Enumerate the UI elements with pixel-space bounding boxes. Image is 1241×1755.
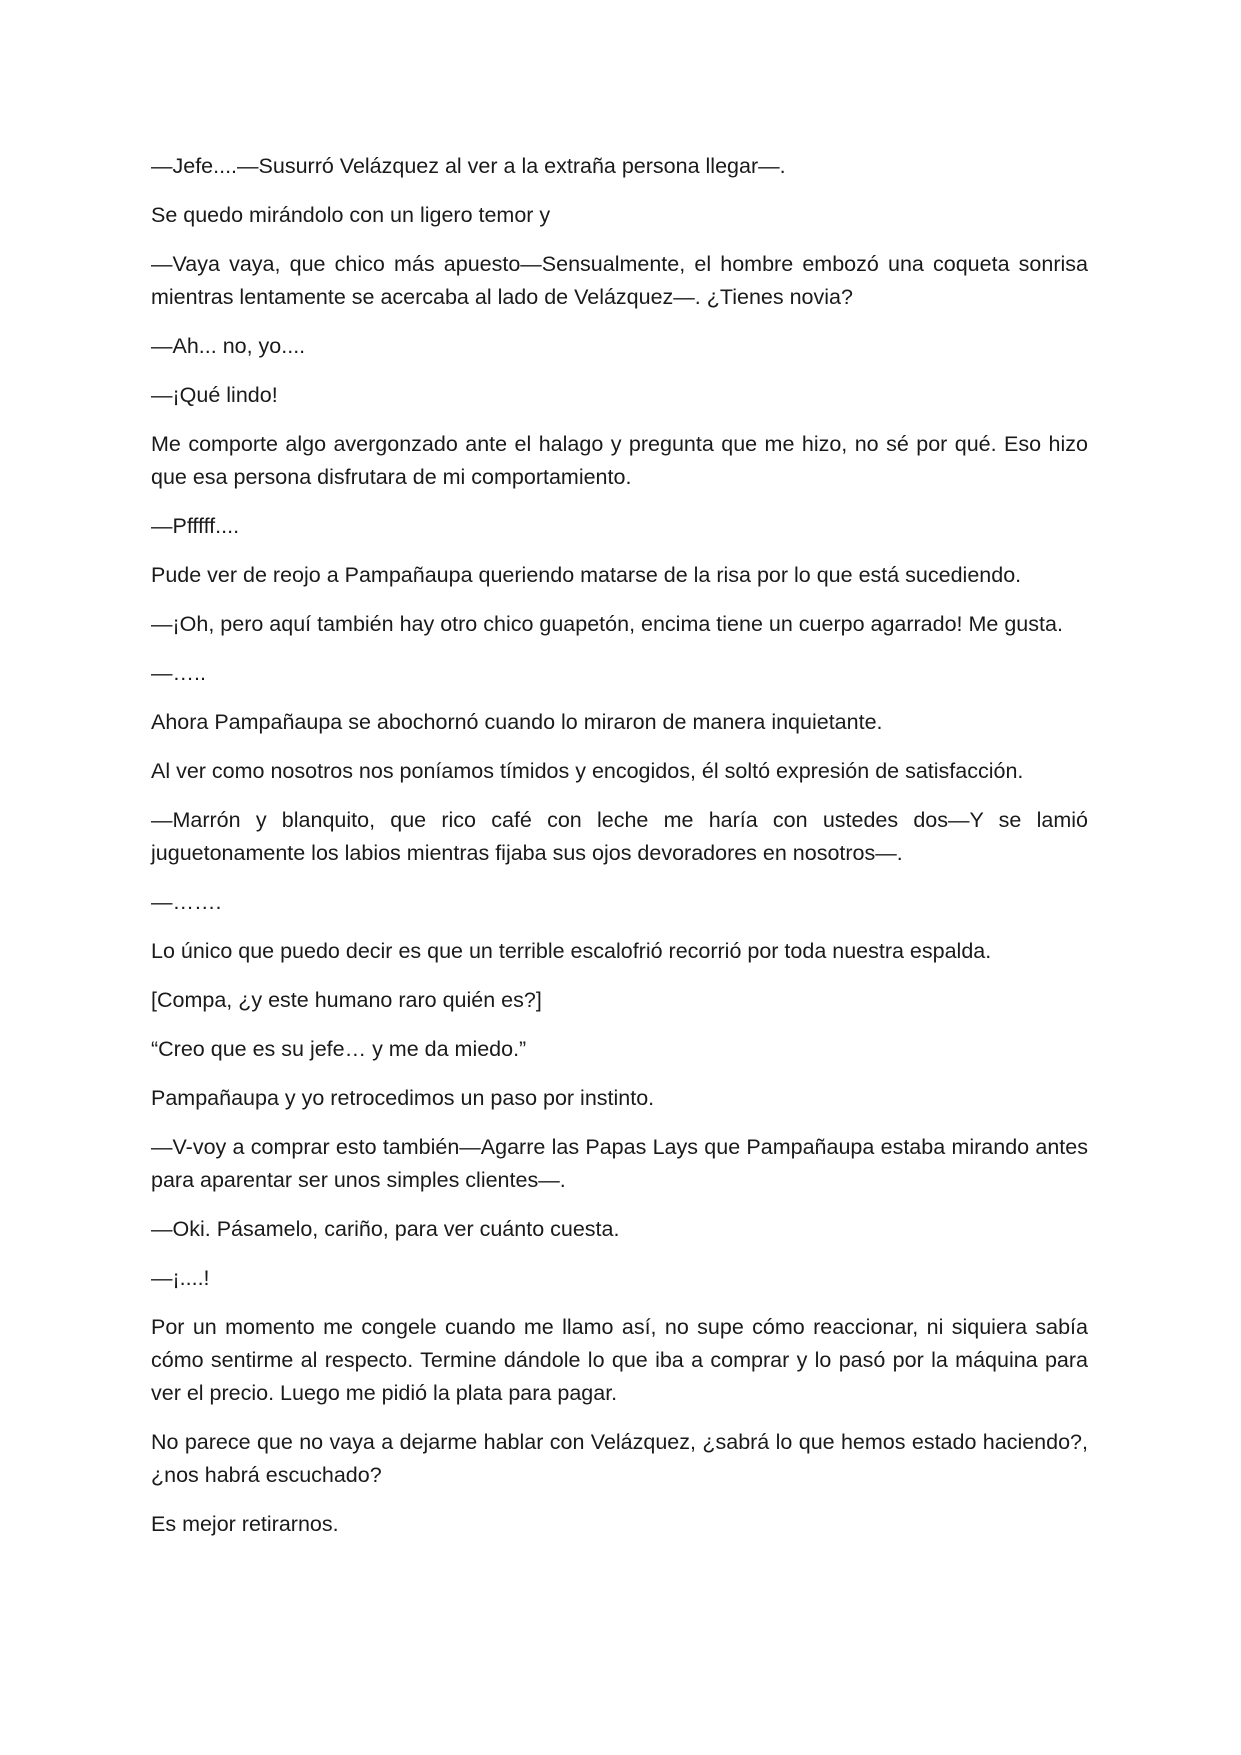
paragraph: —….. — [151, 661, 206, 685]
paragraph: Lo único que puedo decir es que un terrible escalofrió recorrió por toda nuestra espalda. — [151, 939, 992, 963]
paragraph: Es mejor retirarnos. — [151, 1512, 339, 1536]
paragraph: Por un momento me congele cuando me llamo así, no supe cómo reaccionar, ni siquiera sabía cómo sentirme al respecto. Termine dándole lo que iba a comprar y lo pasó por la máquina para ver el precio. Luego me pidió la plata para pagar. — [151, 1315, 1088, 1405]
paragraph: —V-voy a comprar esto también—Agarre las Papas Lays que Pampañaupa estaba mirando antes para aparentar ser unos simples clientes—. — [151, 1135, 1088, 1192]
paragraph: Me comporte algo avergonzado ante el halago y pregunta que me hizo, no sé por qué. Eso hizo que esa persona disfrutara de mi comportamiento. — [151, 432, 1088, 489]
paragraph: Pampañaupa y yo retrocedimos un paso por instinto. — [151, 1086, 655, 1110]
paragraph: Se quedo mirándolo con un ligero temor y — [151, 203, 551, 227]
paragraph: —¡Qué lindo! — [151, 383, 278, 407]
paragraph: —Vaya vaya, que chico más apuesto—Sensualmente, el hombre embozó una coqueta sonrisa mientras lentamente se acercaba al lado de Velázquez—. ¿Tienes novia? — [151, 252, 1088, 309]
paragraph: —……. — [151, 890, 222, 914]
paragraph: —Ah... no, yo.... — [151, 334, 306, 358]
document-body — [151, 150, 1088, 1557]
paragraph: —Oki. Pásamelo, cariño, para ver cuánto cuesta. — [151, 1217, 620, 1241]
paragraph: “Creo que es su jefe… y me da miedo.” — [151, 1037, 527, 1061]
paragraph: [Compa, ¿y este humano raro quién es?] — [151, 988, 542, 1012]
paragraph: Pude ver de reojo a Pampañaupa queriendo matarse de la risa por lo que está sucediendo. — [151, 563, 1022, 587]
paragraph: No parece que no vaya a dejarme hablar con Velázquez, ¿sabrá lo que hemos estado haciendo?, ¿nos habrá escuchado? — [151, 1430, 1088, 1487]
paragraph: —¡....! — [151, 1266, 210, 1290]
paragraph: Ahora Pampañaupa se abochornó cuando lo miraron de manera inquietante. — [151, 710, 883, 734]
paragraph: Al ver como nosotros nos poníamos tímidos y encogidos, él soltó expresión de satisfacción. — [151, 759, 1024, 783]
paragraph: —Pfffff.... — [151, 514, 240, 538]
paragraph: —¡Oh, pero aquí también hay otro chico guapetón, encima tiene un cuerpo agarrado! Me gusta. — [151, 612, 1063, 636]
paragraph: —Marrón y blanquito, que rico café con leche me haría con ustedes dos—Y se lamió juguetonamente los labios mientras fijaba sus ojos devoradores en nosotros—. — [151, 808, 1088, 865]
paragraph: —Jefe....—Susurró Velázquez al ver a la extraña persona llegar—. — [151, 154, 786, 178]
